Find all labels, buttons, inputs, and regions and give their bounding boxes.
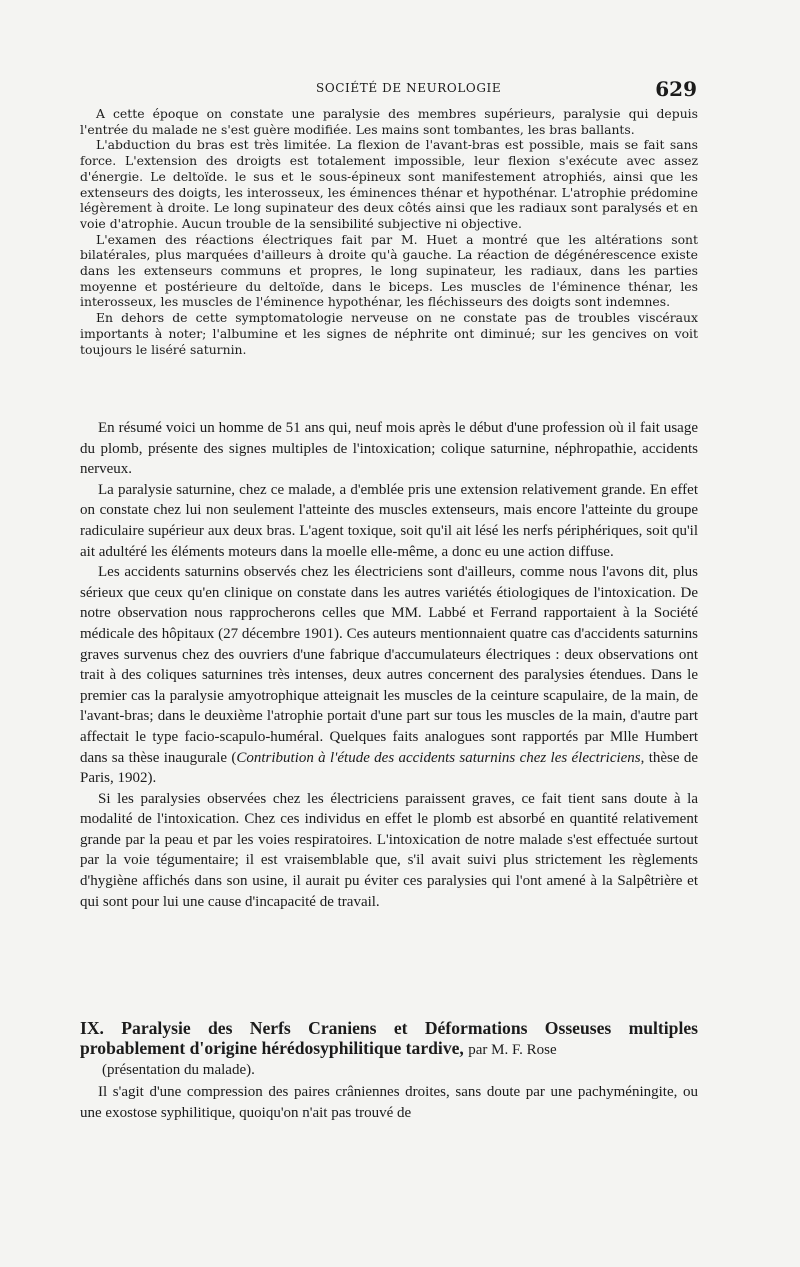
running-head bbox=[0, 77, 800, 99]
electricians-text: Les accidents saturnins observés chez les électriciens sont d'ailleurs, comme nous l'avons dit, plus sérieux que ceux qu'en clinique on constate dans les autres variétés étiologiques de l'intoxication. De notre observation nous rapprocherons celles que MM. Labbé et Ferrand rapportaient à la Société médicale des hôpitaux (27 décembre 1901). Ces auteurs mentionnaient quatre cas d'accidents saturnins graves survenus chez des ouvriers d'une fabrique d'accumulateurs électriques : deux observations ont trait à des coliques saturnines très intenses, deux autres concernent des paralysies étendues. Dans le premier cas la paralysie amyotrophique atteignait les muscles de la ceinture scapulaire, de la main, de l'avant-bras; dans le deuxième l'atrophie portait d'une part sur tous les muscles de la main, d'autre part affectait le type facio-scapulo-huméral. Quelques faits analogues sont rapportés par Mlle Humbert dans sa thèse inaugurale ( bbox=[80, 564, 698, 766]
case-observation-block bbox=[80, 106, 698, 357]
observation-paragraph-2: L'abduction du bras est très limitée. La flexion de l'avant-bras est possible, mais se fait sans force. L'extension des droigts est totalement impossible, leur flexion s'exécute avec assez d'énergie. Le deltoïde. le sus et le sous-épineux sont manifestement atrophiés, ainsi que les extenseurs des doigts, les interosseux, les éminences thénar et hypothénar. L'atrophie prédomine légèrement à droite. Le long supinateur des deux côtés ainsi que les radiaux sont paralysés et en voie d'atrophie. Aucun trouble de la sensibilité subjective ni objective. bbox=[80, 137, 698, 231]
cranial-nerves-paragraph: Il s'agit d'une compression des paires crâniennes droites, sans doute par une pachyméningite, ou une exostose syphilitique, quoiqu'on n'ait pas trouvé de bbox=[80, 1084, 698, 1121]
section-note: (présentation du malade). bbox=[102, 1062, 255, 1078]
paralysis-paragraph: La paralysie saturnine, chez ce malade, a d'emblée pris une extension relativement grande. En effet on constate chez lui non seulement l'atteinte des muscles extenseurs, mais encore l'atteinte du groupe radiculaire supérieur aux deux bras. L'agent toxique, soit qu'il ait lésé les nerfs périphériques, soit qu'il ait adultéré les éléments moteurs dans la moelle elle-même, a donc eu une action diffuse. bbox=[80, 481, 698, 560]
thesis-title: Contribution à l'étude des accidents saturnins chez les électriciens bbox=[236, 749, 641, 766]
electricians-paragraph bbox=[80, 562, 698, 789]
section-title: Paralysie des Nerfs Craniens et Déformations Osseuses multiples probablement d'origine hérédosyphilitique tardive, bbox=[80, 1018, 698, 1058]
section-number: IX. bbox=[80, 1018, 104, 1038]
page-number: 629 bbox=[655, 77, 697, 101]
running-title: SOCIÉTÉ DE NEUROLOGIE bbox=[316, 81, 502, 95]
summary-paragraph: En résumé voici un homme de 51 ans qui, neuf mois après le début d'une profession où il fait usage du plomb, présente des signes multiples de l'intoxication; colique saturnine, néphropathie, accidents nerveux. bbox=[80, 420, 698, 478]
commentary-block bbox=[80, 418, 698, 912]
observation-paragraph-3: L'examen des réactions électriques fait par M. Huet a montré que les altérations sont bilatérales, plus marquées d'ailleurs à droite qu'à gauche. La réaction de dégénérescence existe dans les extenseurs communs et propres, le long supinateur, les radiaux, dans les parties moyenne et postérieure du deltoïde, dans le biceps. Les muscles de l'éminence thénar, les interosseux, les muscles de l'éminence hypothénar, les fléchisseurs des doigts sont indemnes. bbox=[80, 231, 698, 310]
section-author: par M. F. Rose bbox=[468, 1042, 557, 1058]
thesis-citation: , thèse de Paris, 1902). bbox=[80, 749, 699, 787]
observation-paragraph-4: En dehors de cette symptomatologie nerveuse on ne constate pas de troubles viscéraux importants à noter; l'albumine et les signes de néphrite ont diminué; sur les gencives on voit toujours le liséré saturnin. bbox=[80, 310, 698, 357]
observation-paragraph-1: A cette époque on constate une paralysie des membres supérieurs, paralysie qui depuis l'entrée du malade ne s'est guère modifiée. Les mains sont tombantes, les bras ballants. bbox=[80, 106, 698, 137]
section-heading bbox=[80, 1018, 698, 1080]
intoxication-paragraph: Si les paralysies observées chez les électriciens paraissent graves, ce fait tient sans doute à la modalité de l'intoxication. Chez ces individus en effet le plomb est absorbé en quantité relativement grande par la peau et par les voies respiratoires. L'intoxication de notre malade s'est effectuée surtout par la voie tégumentaire; il est vraisemblable que, s'il avait suivi plus strictement les règlements d'hygiène affichés dans son usine, il aurait pu éviter ces paralysies qui l'ont amené à la Salpêtrière et qui sont pour lui une cause d'incapacité de travail. bbox=[80, 790, 698, 910]
